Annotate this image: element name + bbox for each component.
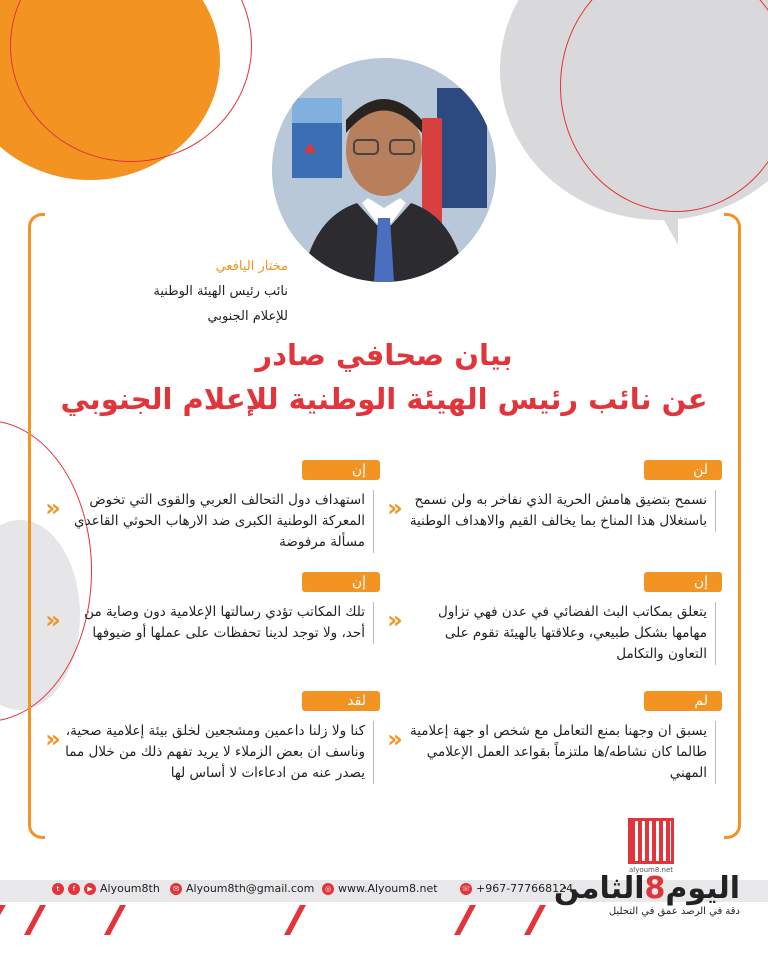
brand-logo — [553, 871, 740, 917]
statement-text: يسبق ان وجهنا بمنع التعامل مع شخص او جهة إعلامية طالما كان نشاطه/ها ملتزماً بقواعد العمل الإعلامي المهني — [407, 721, 716, 784]
statement-text: نسمح بتضيق هامش الحرية الذي نفاخر به ولن نسمح باستغلال هذا المناخ بما يخالف القيم والاهداف الوطنية — [407, 490, 716, 532]
statement-tag: إن — [302, 460, 380, 480]
person-role-line2: للإعلام الجنوبي — [207, 309, 288, 324]
phone-number: +967-777668124 — [476, 882, 574, 895]
email-contact — [170, 882, 314, 895]
logo-tagline: دقة في الرصد عمق في التحليل — [608, 906, 740, 917]
statement-item — [382, 690, 722, 784]
statement-tag: إن — [302, 572, 380, 592]
statement-text: استهداف دول التحالف العربي والقوى التي تخوض المعركة الوطنية الكبرى ضد الارهاب الحوثي القاعدي مسألة مرفوضة — [65, 490, 374, 553]
website-contact — [322, 882, 438, 895]
statement-text: كنا ولا زلنا داعمين ومشجعين لخلق بيئة إعلامية صحية، وناسف ان بعض الزملاء لا يريد تفهم ذلك من خلال مما يصدر عنه من ادعاءات لا أساس لها — [65, 721, 374, 784]
qr-site-label: alyoum8.net — [628, 866, 674, 874]
logo-number: 8 — [644, 871, 666, 906]
headline-line1: بيان صحافي صادر — [255, 338, 513, 372]
person-info — [110, 254, 288, 329]
quote-icon: « — [387, 725, 403, 753]
statement-item — [382, 459, 722, 532]
youtube-icon[interactable]: ▶ — [84, 883, 96, 895]
website-link[interactable]: www.Alyoum8.net — [338, 882, 438, 895]
statement-item — [382, 571, 722, 665]
quote-icon: « — [45, 606, 61, 634]
quote-icon: « — [45, 725, 61, 753]
statement-tag: لن — [644, 460, 722, 480]
person-name: مختار اليافعي — [215, 259, 288, 274]
statement-item — [40, 459, 380, 553]
qr-code-icon — [628, 818, 674, 864]
statement-tag: إن — [644, 572, 722, 592]
person-role-line1: نائب رئيس الهيئة الوطنية — [153, 284, 288, 299]
statement-item — [40, 571, 380, 644]
social-contact — [52, 882, 160, 895]
logo-text-b: الثامن — [553, 871, 645, 906]
facebook-icon[interactable]: f — [68, 883, 80, 895]
email-link[interactable]: Alyoum8th@gmail.com — [186, 882, 315, 895]
statement-tag: لم — [644, 691, 722, 711]
quote-icon: « — [387, 494, 403, 522]
quote-icon: « — [45, 494, 61, 522]
statement-tag: لقد — [302, 691, 380, 711]
right-bracket-frame — [724, 213, 741, 839]
statement-item — [40, 690, 380, 784]
phone-icon: ☏ — [461, 884, 471, 893]
social-handle[interactable]: Alyoum8th — [100, 882, 160, 895]
portrait-photo — [272, 58, 496, 282]
quote-icon: « — [387, 606, 403, 634]
email-icon: ✉ — [170, 883, 182, 895]
twitter-icon[interactable]: t — [52, 883, 64, 895]
statement-text: يتعلق بمكاتب البث الفضائي في عدن فهي تزاول مهامها بشكل طبيعي، وعلاقتها بالهيئة تقوم على التعاون والتكامل — [407, 602, 716, 665]
headline-line2: عن نائب رئيس الهيئة الوطنية للإعلام الجنوبي — [60, 382, 708, 416]
statement-text: تلك المكاتب تؤدي رسالتها الإعلامية دون وصاية من أحد، ولا توجد لدينا تحفظات على عملها أو ضيوفها — [65, 602, 374, 644]
web-icon: ◎ — [322, 883, 334, 895]
logo-text-a: اليوم — [665, 871, 740, 906]
